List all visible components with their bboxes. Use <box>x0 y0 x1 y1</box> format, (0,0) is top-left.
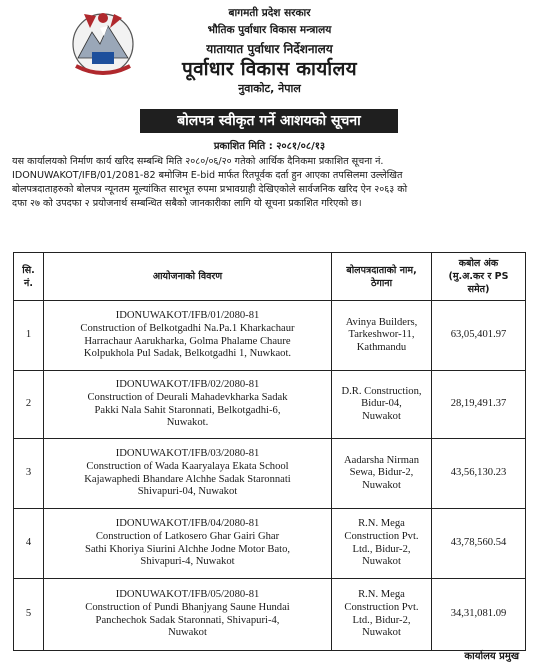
notice-body <box>12 155 524 211</box>
serial-header: सि. नं. <box>14 253 44 301</box>
table-row <box>14 439 526 509</box>
serial-cell: 3 <box>14 439 44 509</box>
project-header: आयोजनाको विवरण <box>44 253 332 301</box>
bidder-header: बोलपत्रदाताको नाम, ठेगाना <box>332 253 432 301</box>
bidder-cell: Aadarsha Nirman Sewa, Bidur-2, Nuwakot <box>332 439 432 509</box>
amount-cell: 63,05,401.97 <box>432 301 526 371</box>
amount-cell: 34,31,081.09 <box>432 579 526 651</box>
body-line: बोलपत्रदाताहरुको बोलपत्र न्यूनतम मूल्यांकित सारभूत रुपमा प्रभावग्राही देखिएकोले सार्वजनिक खरिद ऐन २०६३ को <box>12 184 408 195</box>
province-government: बागमती प्रदेश सरकार <box>228 7 311 19</box>
body-line: यस कार्यालयको निर्माण कार्य खरिद सम्बन्धि मिति २०८०/०६/२० गतेको आर्थिक दैनिकमा प्रकाशित सूचना नं. <box>12 156 384 167</box>
project-cell: IDONUWAKOT/IFB/01/2080-81 Construction of Belkotgadhi Na.Pa.1 Kharkachaur Harrachaur Aarukharka, Golma Phalame Chaure Kolpukhola Pul Sadak, Belkotgadhi 1, Nuwkaot. <box>44 301 332 371</box>
amount-cell: 28,19,491.37 <box>432 371 526 439</box>
amount-cell: 43,56,130.23 <box>432 439 526 509</box>
project-cell: IDONUWAKOT/IFB/03/2080-81 Construction of Wada Kaaryalaya Ekata School Kajawaphedi Bhandare Alchhe Sadak Staronnati Shivapuri-04, Nuwakot <box>44 439 332 509</box>
table-row <box>14 509 526 579</box>
table-header-row <box>14 253 526 301</box>
body-line: दफा २७ को उपदफा २ प्रयोजनार्थ सम्बन्धित सबैको जानकारीका लागि यो सूचना प्रकाशित गरिएको छ। <box>12 198 362 209</box>
table-row <box>14 301 526 371</box>
notice-title: बोलपत्र स्वीकृत गर्ने आशयको सूचना <box>140 109 398 133</box>
bidder-cell: R.N. Mega Construction Pvt. Ltd., Bidur-2, Nuwakot <box>332 579 432 651</box>
project-cell: IDONUWAKOT/IFB/02/2080-81 Construction of Deurali Mahadevkharka Sadak Pakki Nala Sahit Staronnati, Belkotgadhi-6, Nuwakot. <box>44 371 332 439</box>
published-date: प्रकाशित मिति : २०८१/०८/१३ <box>213 141 326 152</box>
serial-cell: 5 <box>14 579 44 651</box>
office-location: नुवाकोट, नेपाल <box>238 82 301 95</box>
office-chief-signature: कार्यालय प्रमुख <box>464 651 519 662</box>
bids-table <box>13 252 526 651</box>
serial-cell: 2 <box>14 371 44 439</box>
table-row <box>14 579 526 651</box>
amount-cell: 43,78,560.54 <box>432 509 526 579</box>
bidder-cell: Avinya Builders, Tarkeshwor-11, Kathmandu <box>332 301 432 371</box>
serial-cell: 1 <box>14 301 44 371</box>
office-name: पूर्वाधार विकास कार्यालय <box>182 58 357 80</box>
table-row <box>14 371 526 439</box>
serial-cell: 4 <box>14 509 44 579</box>
project-cell: IDONUWAKOT/IFB/05/2080-81 Construction of Pundi Bhanjyang Saune Hundai Panchechok Sadak Staronnati, Shivapuri-4, Nuwakot <box>44 579 332 651</box>
project-cell: IDONUWAKOT/IFB/04/2080-81 Construction of Latkosero Ghar Gairi Ghar Sathi Khoriya Siurini Alchhe Jodne Motor Bato, Shivapuri-4, Nuwakot <box>44 509 332 579</box>
amount-header: कबोल अंक (मु.अ.कर र PS समेत) <box>432 253 526 301</box>
ministry-name: भौतिक पुर्वाधार विकास मन्त्रालय <box>207 24 332 36</box>
bidder-cell: D.R. Construction, Bidur-04, Nuwakot <box>332 371 432 439</box>
bidder-cell: R.N. Mega Construction Pvt. Ltd., Bidur-2, Nuwakot <box>332 509 432 579</box>
directorate-name: यातायात पुर्वाधार निर्देशनालय <box>206 42 333 56</box>
body-line: IDONUWAKOT/IFB/01/2081-82 बमोजिम E-bid मार्फत रितपूर्वक दर्ता हुन आएका तपसिलमा उल्लेखित <box>12 170 403 181</box>
